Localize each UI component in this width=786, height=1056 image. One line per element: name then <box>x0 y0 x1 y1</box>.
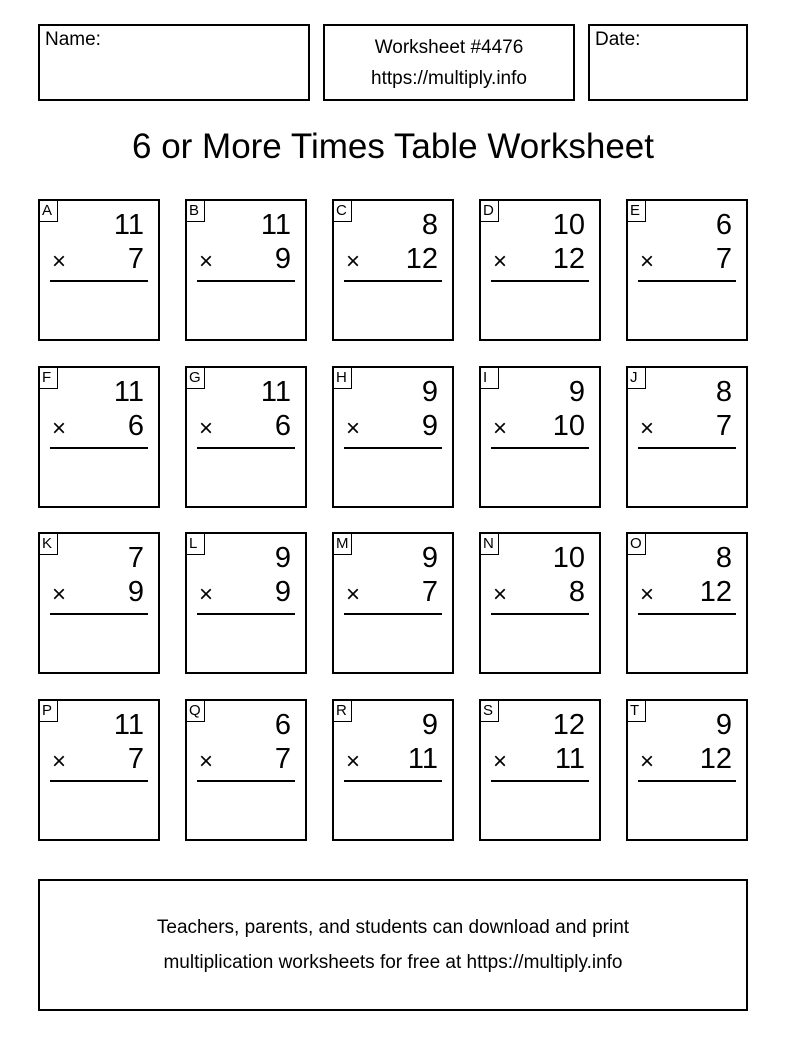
answer-line <box>197 613 295 615</box>
multiplier: 9 <box>127 576 144 608</box>
times-sign: × <box>493 748 508 775</box>
multiplicand: 8 <box>421 209 438 241</box>
answer-line <box>50 280 148 282</box>
name-field[interactable] <box>38 24 310 101</box>
problem-card[interactable] <box>185 699 307 841</box>
multiplicand: 10 <box>552 209 585 241</box>
problem-card[interactable] <box>38 699 160 841</box>
multiplier: 7 <box>127 743 144 775</box>
times-sign: × <box>52 415 67 442</box>
multiplier: 12 <box>552 243 585 275</box>
problem-card[interactable] <box>479 699 601 841</box>
worksheet-url: https://multiply.info <box>371 67 527 89</box>
multiplier: 7 <box>127 243 144 275</box>
multiplicand: 9 <box>421 709 438 741</box>
times-sign: × <box>493 581 508 608</box>
times-sign: × <box>52 581 67 608</box>
problem-letter: M <box>332 532 352 555</box>
answer-line <box>344 613 442 615</box>
worksheet-info-box <box>323 24 575 101</box>
problem-card[interactable] <box>479 366 601 508</box>
problem-card[interactable] <box>332 199 454 341</box>
problem-card[interactable] <box>332 366 454 508</box>
problem-letter: P <box>38 699 58 722</box>
problem-letter: L <box>185 532 205 555</box>
multiplicand: 7 <box>127 542 144 574</box>
page-title: 6 or More Times Table Worksheet <box>132 127 654 166</box>
problem-letter: S <box>479 699 499 722</box>
answer-line <box>50 613 148 615</box>
problem-card[interactable] <box>479 199 601 341</box>
problem-letter: N <box>479 532 499 555</box>
answer-line <box>638 447 736 449</box>
multiplier: 7 <box>421 576 438 608</box>
answer-line <box>197 447 295 449</box>
times-sign: × <box>640 748 655 775</box>
multiplier: 8 <box>568 576 585 608</box>
problem-letter: R <box>332 699 352 722</box>
problem-letter: H <box>332 366 352 389</box>
multiplicand: 11 <box>260 376 291 408</box>
problem-letter: I <box>479 366 499 389</box>
multiplier: 12 <box>699 576 732 608</box>
problem-card[interactable] <box>332 532 454 674</box>
answer-line <box>638 780 736 782</box>
times-sign: × <box>640 415 655 442</box>
date-field[interactable] <box>588 24 748 101</box>
multiplier: 6 <box>127 410 144 442</box>
multiplicand: 10 <box>552 542 585 574</box>
answer-line <box>344 780 442 782</box>
problem-letter: C <box>332 199 352 222</box>
multiplier: 9 <box>274 576 291 608</box>
times-sign: × <box>199 581 214 608</box>
multiplicand: 9 <box>568 376 585 408</box>
multiplicand: 6 <box>274 709 291 741</box>
multiplicand: 8 <box>715 376 732 408</box>
multiplicand: 6 <box>715 209 732 241</box>
multiplier: 7 <box>715 410 732 442</box>
answer-line <box>197 780 295 782</box>
answer-line <box>638 280 736 282</box>
problem-letter: B <box>185 199 205 222</box>
multiplicand: 11 <box>260 209 291 241</box>
answer-line <box>344 280 442 282</box>
times-sign: × <box>640 581 655 608</box>
multiplicand: 9 <box>421 542 438 574</box>
answer-line <box>491 447 589 449</box>
date-label: Date: <box>595 29 641 50</box>
problem-letter: A <box>38 199 58 222</box>
problem-card[interactable] <box>626 699 748 841</box>
problem-card[interactable] <box>626 532 748 674</box>
answer-line <box>50 447 148 449</box>
times-sign: × <box>199 415 214 442</box>
multiplicand: 9 <box>421 376 438 408</box>
times-sign: × <box>493 415 508 442</box>
multiplier: 6 <box>274 410 291 442</box>
times-sign: × <box>346 748 361 775</box>
multiplier: 12 <box>699 743 732 775</box>
answer-line <box>344 447 442 449</box>
problem-card[interactable] <box>479 532 601 674</box>
multiplier: 12 <box>405 243 438 275</box>
multiplier: 7 <box>274 743 291 775</box>
problem-card[interactable] <box>626 366 748 508</box>
problem-letter: Q <box>185 699 205 722</box>
problem-letter: E <box>626 199 646 222</box>
times-sign: × <box>199 748 214 775</box>
multiplicand: 8 <box>715 542 732 574</box>
multiplicand: 11 <box>113 209 144 241</box>
problem-letter: F <box>38 366 58 389</box>
answer-line <box>491 613 589 615</box>
problem-letter: T <box>626 699 646 722</box>
answer-line <box>197 280 295 282</box>
name-label: Name: <box>45 29 101 50</box>
problem-card[interactable] <box>38 532 160 674</box>
problem-letter: G <box>185 366 205 389</box>
times-sign: × <box>346 248 361 275</box>
answer-line <box>50 780 148 782</box>
footer-line-2: multiplication worksheets for free at https://multiply.info <box>163 952 623 973</box>
multiplicand: 9 <box>274 542 291 574</box>
answer-line <box>638 613 736 615</box>
multiplicand: 12 <box>552 709 585 741</box>
multiplier: 11 <box>407 743 438 775</box>
problem-card[interactable] <box>626 199 748 341</box>
multiplicand: 11 <box>113 709 144 741</box>
multiplicand: 9 <box>715 709 732 741</box>
multiplicand: 11 <box>113 376 144 408</box>
footer-line-1: Teachers, parents, and students can download and print <box>156 917 630 938</box>
times-sign: × <box>346 581 361 608</box>
times-sign: × <box>199 248 214 275</box>
worksheet-number: Worksheet #4476 <box>374 36 524 58</box>
problem-letter: J <box>626 366 646 389</box>
problem-card[interactable] <box>185 366 307 508</box>
multiplier: 10 <box>552 410 585 442</box>
multiplier: 7 <box>715 243 732 275</box>
times-sign: × <box>493 248 508 275</box>
answer-line <box>491 780 589 782</box>
times-sign: × <box>52 748 67 775</box>
multiplier: 9 <box>274 243 291 275</box>
times-sign: × <box>346 415 361 442</box>
problem-card[interactable] <box>38 366 160 508</box>
multiplier: 11 <box>554 743 585 775</box>
problem-card[interactable] <box>38 199 160 341</box>
problem-card[interactable] <box>332 699 454 841</box>
times-sign: × <box>640 248 655 275</box>
answer-line <box>491 280 589 282</box>
problem-letter: K <box>38 532 58 555</box>
problem-card[interactable] <box>185 199 307 341</box>
problem-card[interactable] <box>185 532 307 674</box>
multiplier: 9 <box>421 410 438 442</box>
footer-box <box>38 879 748 1011</box>
problem-letter: O <box>626 532 646 555</box>
times-sign: × <box>52 248 67 275</box>
problem-letter: D <box>479 199 499 222</box>
